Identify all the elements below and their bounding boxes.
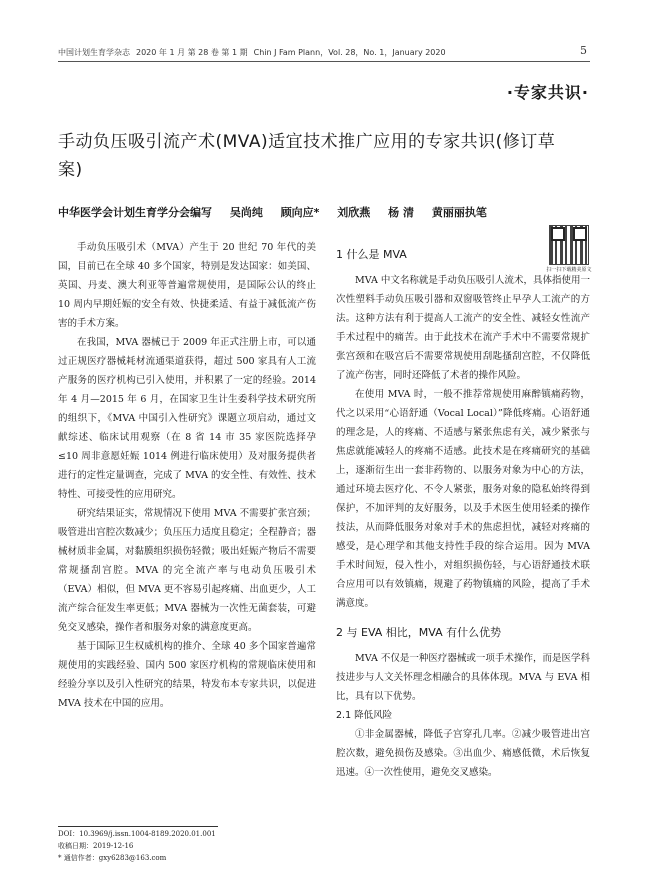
author-name: 杨 清 — [388, 206, 414, 219]
right-column — [336, 245, 590, 782]
author-name: 吴尚纯 — [229, 206, 263, 219]
article-title: 手动负压吸引流产术(MVA)适宜技术推广应用的专家共识(修订草案) — [58, 132, 556, 180]
paragraph: ①非金属器械，降低子宫穿孔几率。②减少吸管进出宫腔次数，避免损伤及感染。③出血少、痛感低微，术后恢复迅速。④一次性使用，避免交叉感染。 — [336, 729, 590, 778]
journal-name-en: Chin J Fam Plann，Vol. 28，No. 1，January 2020 — [253, 48, 446, 57]
author-name: 刘欣燕 — [337, 206, 371, 219]
subsection-heading: 2.1 降低风险 — [336, 710, 393, 721]
author-org: 中华医学会计划生育学分会编写 — [58, 206, 212, 219]
corresponding-author: * 通信作者：gxy6283@163.com — [58, 854, 167, 862]
doi: DOI：10.3969/j.issn.1004-8189.2020.01.001 — [58, 830, 216, 838]
qr-caption: 扫一扫下载精美原文 — [546, 267, 592, 273]
paragraph: 基于国际卫生权威机构的推介、全球 40 多个国家普遍常规使用的实践经验、国内 500 家医疗机构的常规临床使用和经验分享以及引入性研究的结果，特发布本专家共识，以促进 MVA 技术在中国的应用。 — [58, 641, 316, 709]
paragraph: 手动负压吸引术（MVA）产生于 20 世纪 70 年代的美国，目前已在全球 40 多个国家，特别是发达国家：如美国、英国、丹麦、澳大利亚等普遍常规使用，是国际公认的终止 10 周内早期妊娠的安全有效、快捷柔适、有益于减低流产伤害的手术方案。 — [58, 242, 316, 329]
author-name: 顾向应* — [280, 206, 320, 219]
paragraph: 研究结果证实，常规情况下使用 MVA 不需要扩张宫颈；吸管进出宫腔次数减少；负压压力适度且稳定；全程静音；器械材质非金属，对黏膜组织损伤轻微；吸出妊娠产物后不需要常规搔刮宫腔。MVA 的完全流产率与电动负压吸引术（EVA）相似，但 MVA 更不容易引起疼痛、出血更少，人工流产综合征发生率更低；MVA 器械为一次性无菌套装，可避免交叉感染，操作者和服务对象的满意度更高。 — [58, 508, 316, 633]
section-heading: 2 与 EVA 相比，MVA 有什么优势 — [336, 626, 502, 639]
journal-name: 中国计划生育学杂志 — [58, 48, 130, 57]
section-tag: ·专家共识· — [506, 83, 589, 102]
paragraph: 在我国，MVA 器械已于 2009 年正式注册上市，可以通过正规医疗器械耗材流通渠道获得，超过 500 家具有人工流产服务的医疗机构已引入使用，并积累了一定的经验。2014 年 4 月—2015 年 6 月，在国家卫生计生委科学技术研究所的组织下，《MVA 中国引入性研究》课题立项启动，通过文献综述、临床试用观察（在 8 省 14 市 35 家医院选择孕≤10 周非意愿妊娠 1014 例进行临床使用）及对服务提供者进行的定性定量调查，完成了 MVA 的安全性、有效性、技术特性、可接受性的应用研究。 — [58, 337, 316, 500]
footnote-divider — [58, 826, 218, 827]
paragraph: 在使用 MVA 时，一般不推荐常规使用麻醉镇痛药物，代之以采用“心语舒通（Vocal Local）”降低疼痛。心语舒通的理念是，人的疼痛、不适感与紧张焦虑有关，减少紧张与焦虑就能减轻人的疼痛不适感。此技术是在疼痛研究的基础上，逐渐衍生出一套非药物的、以服务对象为中心的方法，通过环境去医疗化、不令人紧张，服务对象的隐私始终得到保护，不加评判的友好服务，以及手术医生使用轻柔的操作技法，从而降低服务对象对手术的焦虑担忧，减轻对疼痛的感受，是心理学和其他支持性手段的综合运用。因为 MVA 手术时间短，侵入性小，对组织损伤轻，与心语舒通技术联合应用可以有效镇痛，规避了药物镇痛的风险，提高了手术满意度。 — [336, 389, 590, 609]
issue-info: 2020 年 1 月 第 28 卷 第 1 期 — [136, 48, 248, 57]
page-number: 5 — [580, 44, 587, 57]
received-date: 收稿日期：2019-12-16 — [58, 842, 134, 850]
paragraph: MVA 不仅是一种医疗器械或一项手术操作，而是医学科技进步与人文关怀理念相融合的具体体现。MVA 与 EVA 相比，具有以下优势。 — [336, 653, 590, 702]
author-name: 黄丽丽执笔 — [431, 206, 487, 219]
author-line — [58, 204, 558, 220]
footnotes — [58, 828, 216, 864]
journal-header — [58, 47, 588, 58]
left-column — [58, 238, 316, 713]
section-heading: 1 什么是 MVA — [336, 248, 407, 261]
paragraph: MVA 中文名称就是手动负压吸引人流术，具体指使用一次性塑料手动负压吸引器和双窗吸管终止早孕人工流产的方法。这种方法有利于提高人工流产的安全性、减轻女性流产手术过程中的痛苦。由于此技术在流产手术中不需要常规扩张宫颈和在吸宫后不需要常规使用刮匙搔刮宫腔，不仅降低了流产伤害，同时还降低了术者的操作风险。 — [336, 275, 590, 381]
header-divider — [58, 61, 590, 62]
